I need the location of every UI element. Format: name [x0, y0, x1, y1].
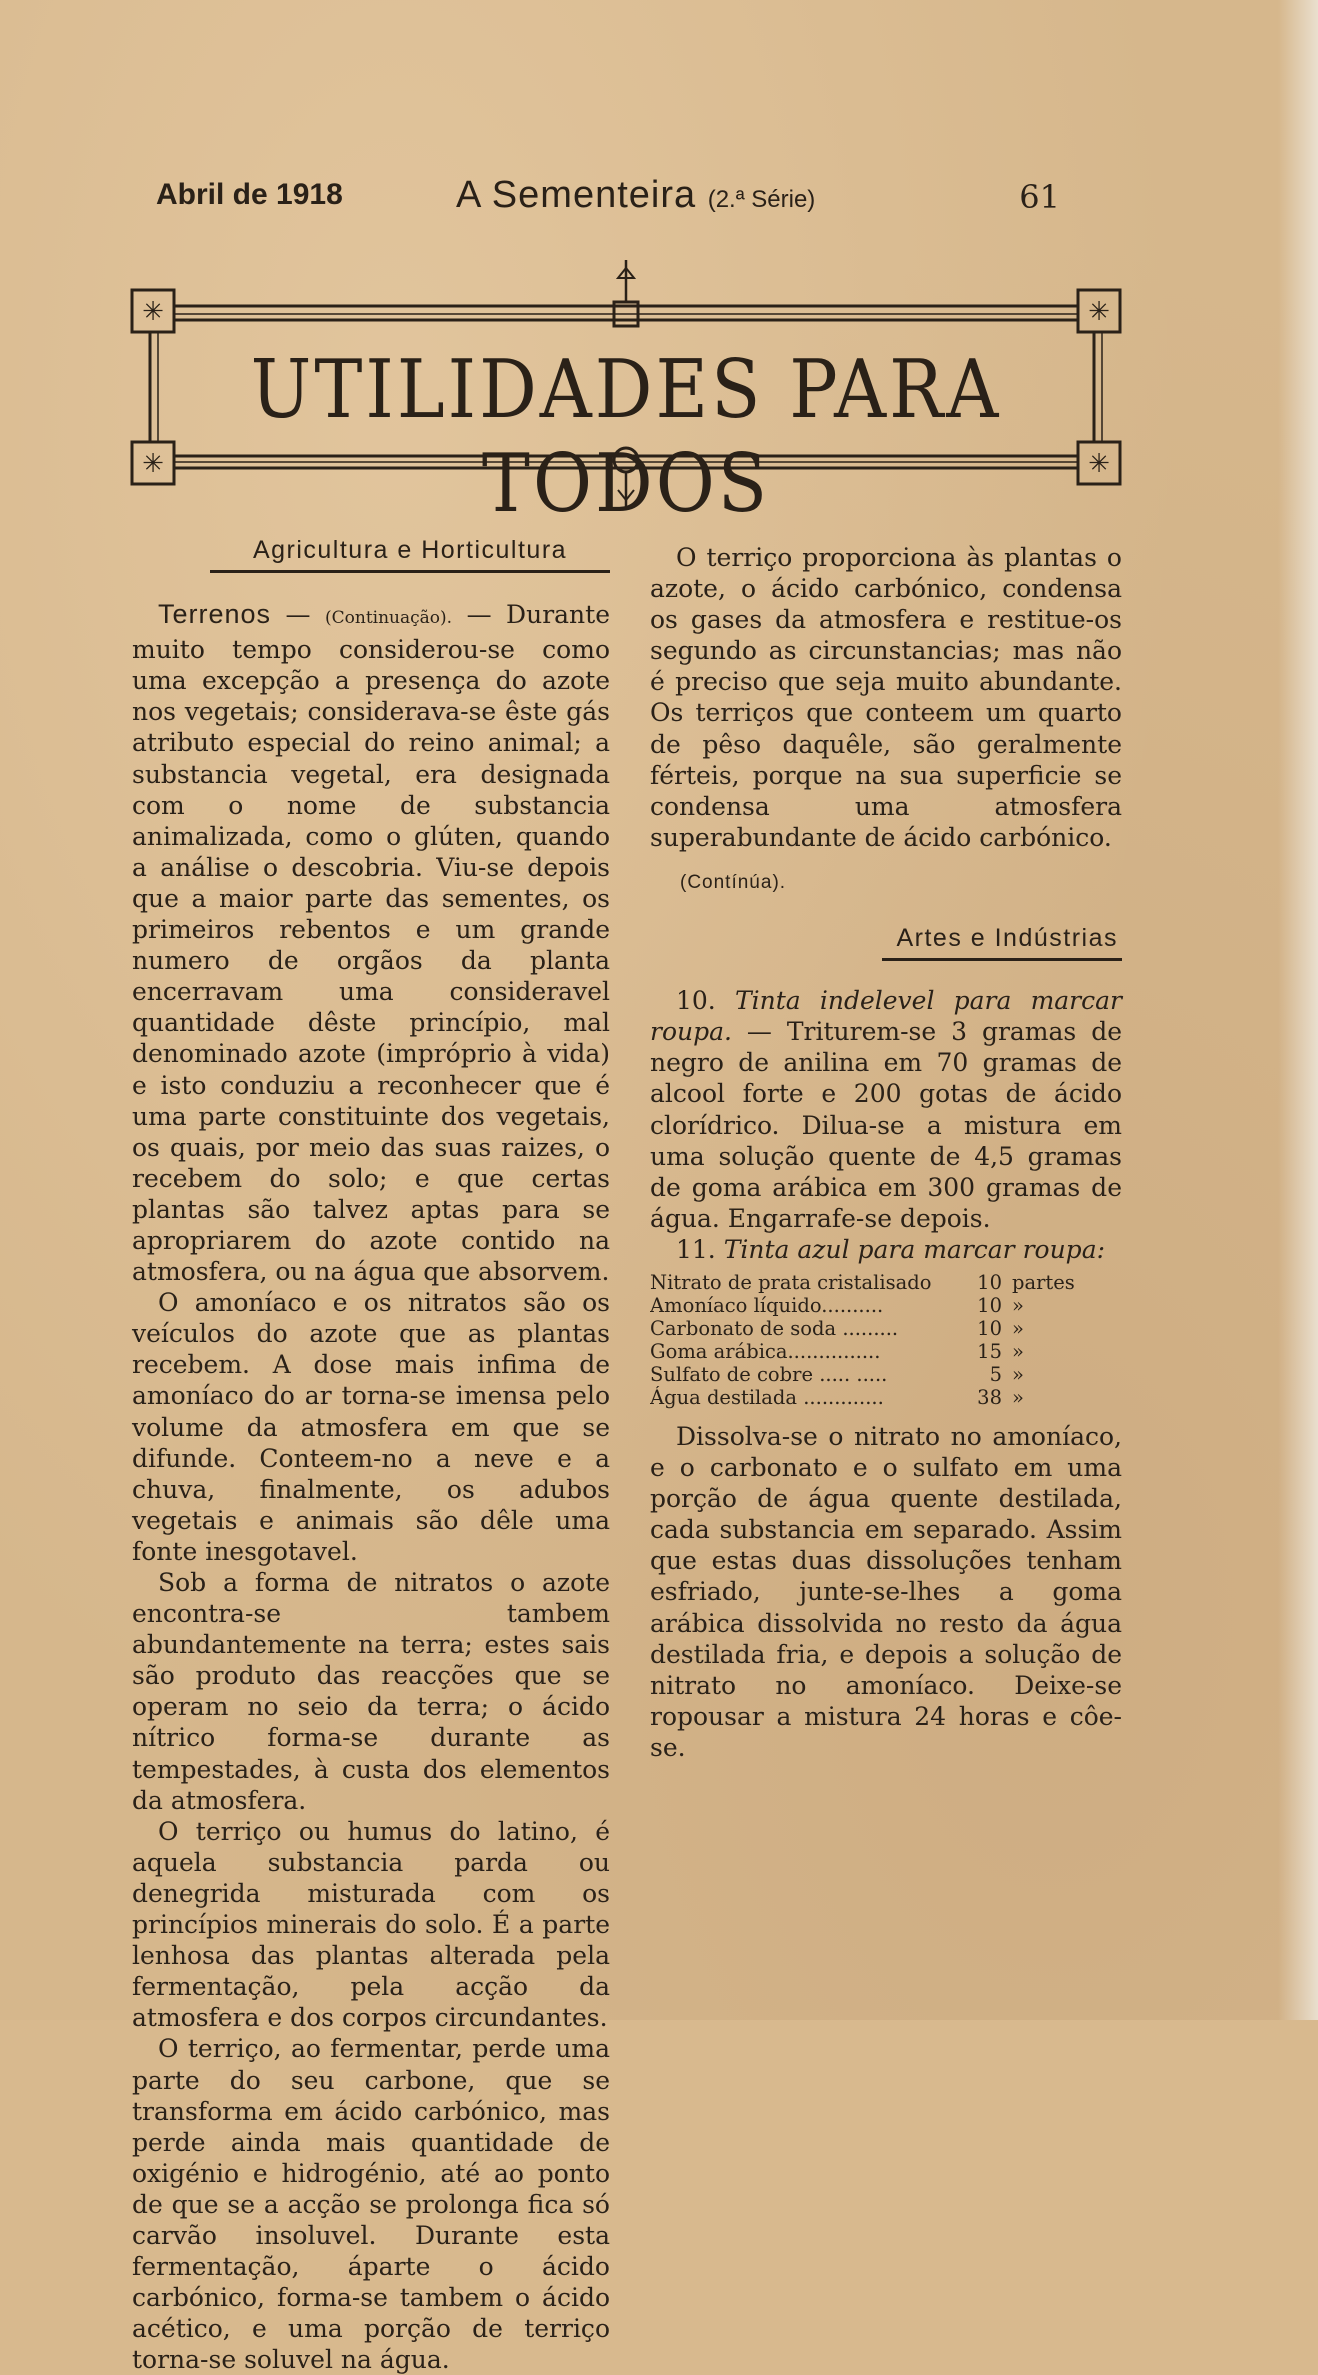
item-10-number: 10. [676, 986, 716, 1016]
page-number: 61 [1019, 178, 1060, 216]
paragraph-3: Sob a forma de nitratos o azote encontra-se tambem abundantemente na terra; estes sais são produto das reacções que se operam no seio da terra; o ácido nítrico forma-se durante as tempestades, à custa dos elementos da atmosfera. [132, 1568, 610, 1815]
right-column [650, 542, 1122, 1763]
paragraph-1: Terrenos — (Continuação). — Durante muito tempo considerou-se como uma excepção a presença do azote nos vegetais; considerava-se êste gás atributo especial do reino animal; a substancia vegetal, era designada com o nome de substancia animalizada, como o glúten, quando a análise o descobria. Viu-se depois que a maior parte das sementes, os primeiros rebentos e um grande numero de orgãos da planta encerravam uma consideravel quantidade dêste princípio, mal denominado azote (impróprio à vida) e isto conduziu a reconhecer que é uma parte constituinte dos vegetais, os quais, por meio das suas raizes, o recebem do solo; e que certas plantas são talvez aptas para se apropriarem do azote contido na atmosfera, ou na água que absorvem. [132, 599, 610, 1287]
ingredient-qty: 10 [977, 1293, 1002, 1317]
item-10 [650, 985, 1122, 1234]
svg-text:✳: ✳ [142, 297, 164, 327]
item-10-text: — Triturem-se 3 gramas de negro de anilina em 70 gramas de alcool forte e 200 gotas de ácido clorídrico. Dilua-se a mistura em uma solução quente de 4,5 gramas de goma arábica em 300 gramas de água. Engarrafe-se depois. [650, 1017, 1122, 1233]
ingredient-unit: » [1012, 1339, 1024, 1363]
paragraph-4: O terriço ou humus do latino, é aquela substancia parda ou denegrida misturada com os princípios minerais do solo. É a parte lenhosa das plantas alterada pela fermentação, pela acção da atmosfera e dos corpos circundantes. [132, 1816, 610, 2033]
lead-title: Terrenos [158, 599, 272, 630]
publication-name: A Sementeira [456, 174, 697, 216]
paragraph-6: O terriço proporciona às plantas o azote, o ácido carbónico, condensa os gases da atmosfera e restitue-os segundo as circunstancias; mas não é preciso que seja muito abundante. Os terriços que conteem um quarto de pêso daquêle, são geralmente férteis, porque na sua superficie se condensa uma atmosfera superabundante de ácido carbónico. [650, 543, 1122, 852]
banner-title: UTILIDADES PARA TODOS [250, 341, 1002, 531]
item-11-heading [650, 1234, 1122, 1265]
item-11-title: Tinta azul para marcar roupa: [723, 1234, 1106, 1264]
ingredient-unit: partes [1012, 1270, 1075, 1294]
svg-text:✳: ✳ [1088, 449, 1110, 479]
ingredient-row [650, 1294, 1122, 1317]
section-heading-agriculture: Agricultura e Horticultura [210, 535, 610, 573]
svg-text:✳: ✳ [1088, 297, 1110, 327]
lead-note: (Continuação). [325, 608, 453, 629]
left-column [132, 535, 610, 2375]
ingredient-name: Carbonato de soda ......... [650, 1316, 899, 1340]
ingredient-name: Amoníaco líquido.......... [650, 1293, 884, 1317]
issue-date: Abril de 1918 [156, 178, 343, 211]
ingredient-row [650, 1340, 1122, 1363]
ingredient-unit: » [1012, 1385, 1024, 1409]
ingredient-qty: 38 [977, 1385, 1002, 1409]
publication-title [456, 174, 815, 217]
ingredient-name: Sulfato de cobre ..... ..... [650, 1362, 888, 1386]
svg-text:✳: ✳ [142, 449, 164, 479]
ingredient-unit: » [1012, 1316, 1024, 1340]
ingredient-list [650, 1271, 1122, 1409]
section-banner [128, 260, 1124, 531]
ingredient-qty: 15 [977, 1339, 1002, 1363]
paragraph-2: O amoníaco e os nitratos são os veículos do azote que as plantas recebem. A dose mais infima de amoníaco do ar torna-se imensa pelo volume da atmosfera em que se difunde. Conteem-no a neve e a chuva, finalmente, os adubos vegetais e animais são dêle uma fonte inesgotavel. [132, 1288, 610, 1566]
section-heading-arts [650, 922, 1122, 961]
paragraph-text: — Durante muito tempo considerou-se como uma excepção a presença do azote nos vegetais; considerava-se êste gás atributo especial do reino animal; a substancia vegetal, era designada com o nome de substancia animalizada, como o glúten, quando a análise o descobria. Viu-se depois que a maior parte das sementes, os primeiros rebentos e um grande numero de orgãos da planta encerravam uma consideravel quantidade dêste princípio, mal denominado azote (impróprio à vida) e isto conduziu a reconhecer que é uma parte constituinte dos vegetais, os quais, por meio das suas raizes, o recebem do solo; e que certas plantas são talvez aptas para se apropriarem do azote contido na atmosfera, ou na água que absorvem. [132, 600, 610, 1287]
item-11-text: Dissolva-se o nitrato no amoníaco, e o carbonato e o sulfato em uma porção de água quente destilada, cada substancia em separado. Assim que estas duas dissoluções tenham esfriado, junte-se-lhes a goma arábica dissolvida no resto da água destilada fria, e depois a solução de nitrato no amoníaco. Deixe-se ropousar a mistura 24 horas e côe-se. [650, 1421, 1122, 1762]
section-heading-arts-label: Artes e Indústrias [882, 923, 1122, 961]
running-header [156, 174, 1096, 228]
ingredient-qty: 5 [989, 1362, 1002, 1386]
ingredient-row [650, 1271, 1122, 1294]
ingredient-name: Goma arábica............... [650, 1339, 881, 1363]
paragraph-5: O terriço, ao fermentar, perde uma parte do seu carbone, que se transforma em ácido carbónico, mas perde ainda mais quantidade de oxigénio e hidrogénio, até ao ponto de que se a acção se prolonga fica só carvão insoluvel. Durante esta fermentação, áparte o ácido carbónico, forma-se tambem o ácido acético, e uma porção de terriço torna-se soluvel na água. [132, 2034, 610, 2375]
ingredient-unit: » [1012, 1362, 1024, 1386]
series-label: (2.ª Série) [707, 186, 816, 213]
ingredient-name: Nitrato de prata cristalisado [650, 1270, 932, 1294]
ingredient-row [650, 1386, 1122, 1409]
ingredient-row [650, 1363, 1122, 1386]
ingredient-row [650, 1317, 1122, 1340]
ingredient-name: Água destilada ............. [650, 1385, 884, 1409]
item-10-title: Tinta indelevel para marcar roupa. [650, 986, 1122, 1047]
ingredient-qty: 10 [977, 1316, 1002, 1340]
ingredient-unit: » [1012, 1293, 1024, 1317]
item-11-number: 11. [676, 1234, 716, 1264]
continued-note: (Contínúa). [680, 871, 787, 893]
ingredient-qty: 10 [977, 1270, 1002, 1294]
